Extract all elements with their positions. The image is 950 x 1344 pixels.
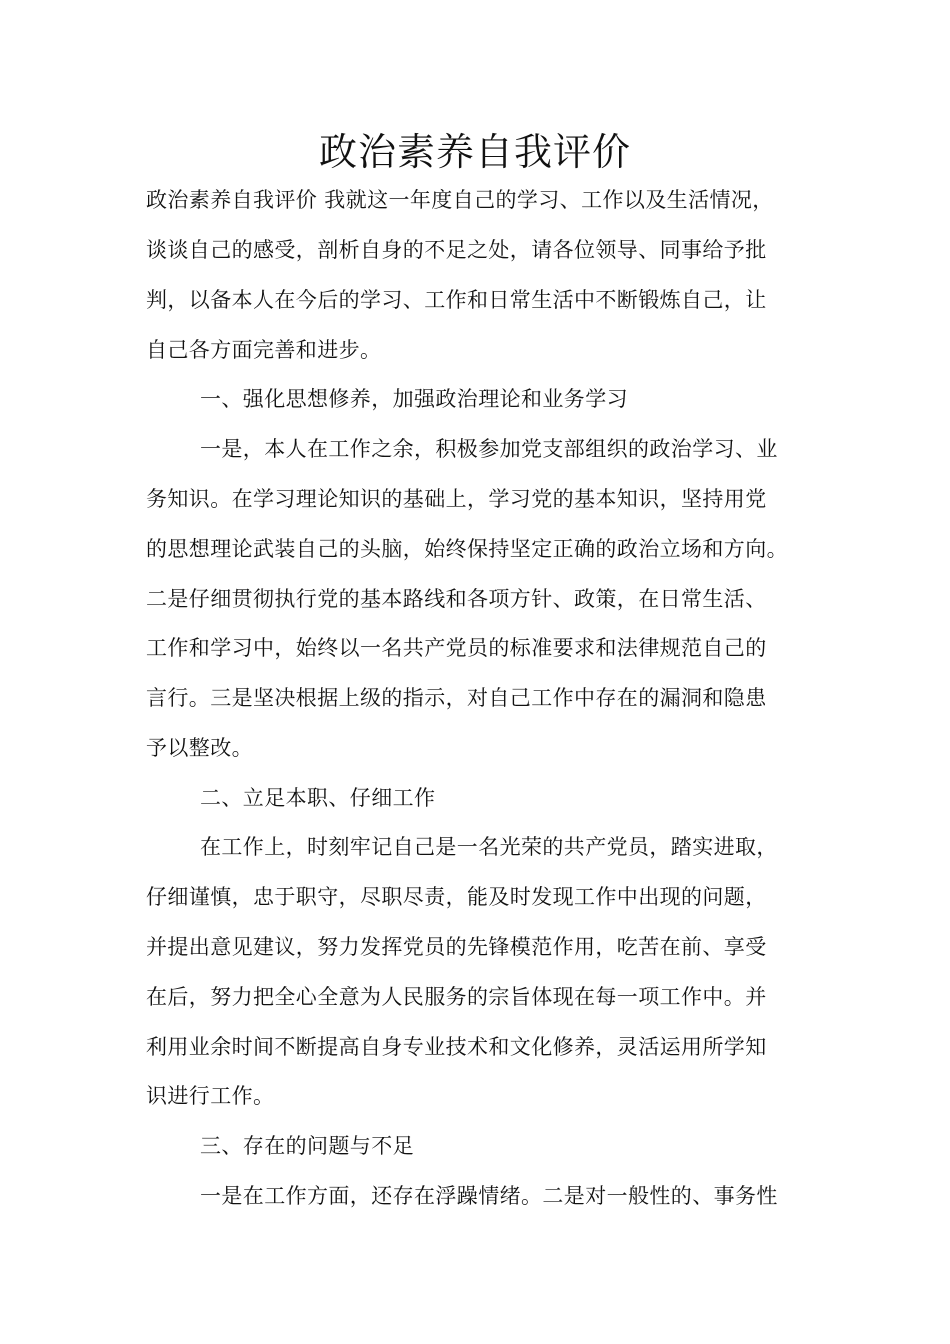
body-line: 予以整改。 [146,736,253,760]
body-line: 政治素养自我评价 我就这一年度自己的学习、工作以及生活情况， [146,188,774,212]
section-heading: 一、强化思想修养，加强政治理论和业务学习 [200,387,628,411]
body-line: 利用业余时间不断提高自身专业技术和文化修养，灵活运用所学知 [146,1035,767,1059]
body-line: 在工作上，时刻牢记自己是一名光荣的共产党员，踏实进取， [200,835,778,859]
section-heading: 三、存在的问题与不足 [200,1134,414,1158]
body-line: 仔细谨慎，忠于职守，尽职尽责，能及时发现工作中出现的问题， [146,885,767,909]
body-line: 在后，努力把全心全意为人民服务的宗旨体现在每一项工作中。并 [146,985,767,1009]
body-line: 一是在工作方面，还存在浮躁情绪。二是对一般性的、事务性 [200,1184,778,1208]
body-line: 谈谈自己的感受，剖析自身的不足之处，请各位领导、同事给予批 [146,238,767,262]
body-line: 识进行工作。 [146,1084,275,1108]
document-title: 政治素养自我评价 [318,130,631,174]
body-line: 的思想理论武装自己的头脑，始终保持坚定正确的政治立场和方向。 [146,537,788,561]
section-heading: 二、立足本职、仔细工作 [200,786,436,810]
body-line: 并提出意见建议，努力发挥党员的先锋模范作用，吃苦在前、享受 [146,935,767,959]
body-line: 工作和学习中，始终以一名共产党员的标准要求和法律规范自己的 [146,636,767,660]
body-line: 二是仔细贯彻执行党的基本路线和各项方针、政策，在日常生活、 [146,587,767,611]
body-line: 自己各方面完善和进步。 [146,338,382,362]
body-line: 判，以备本人在今后的学习、工作和日常生活中不断锻炼自己，让 [146,288,767,312]
body-line: 一是，本人在工作之余，积极参加党支部组织的政治学习、业 [200,437,778,461]
body-line: 言行。三是坚决根据上级的指示，对自己工作中存在的漏洞和隐患 [146,686,767,710]
body-line: 务知识。在学习理论知识的基础上，学习党的基本知识，坚持用党 [146,487,767,511]
